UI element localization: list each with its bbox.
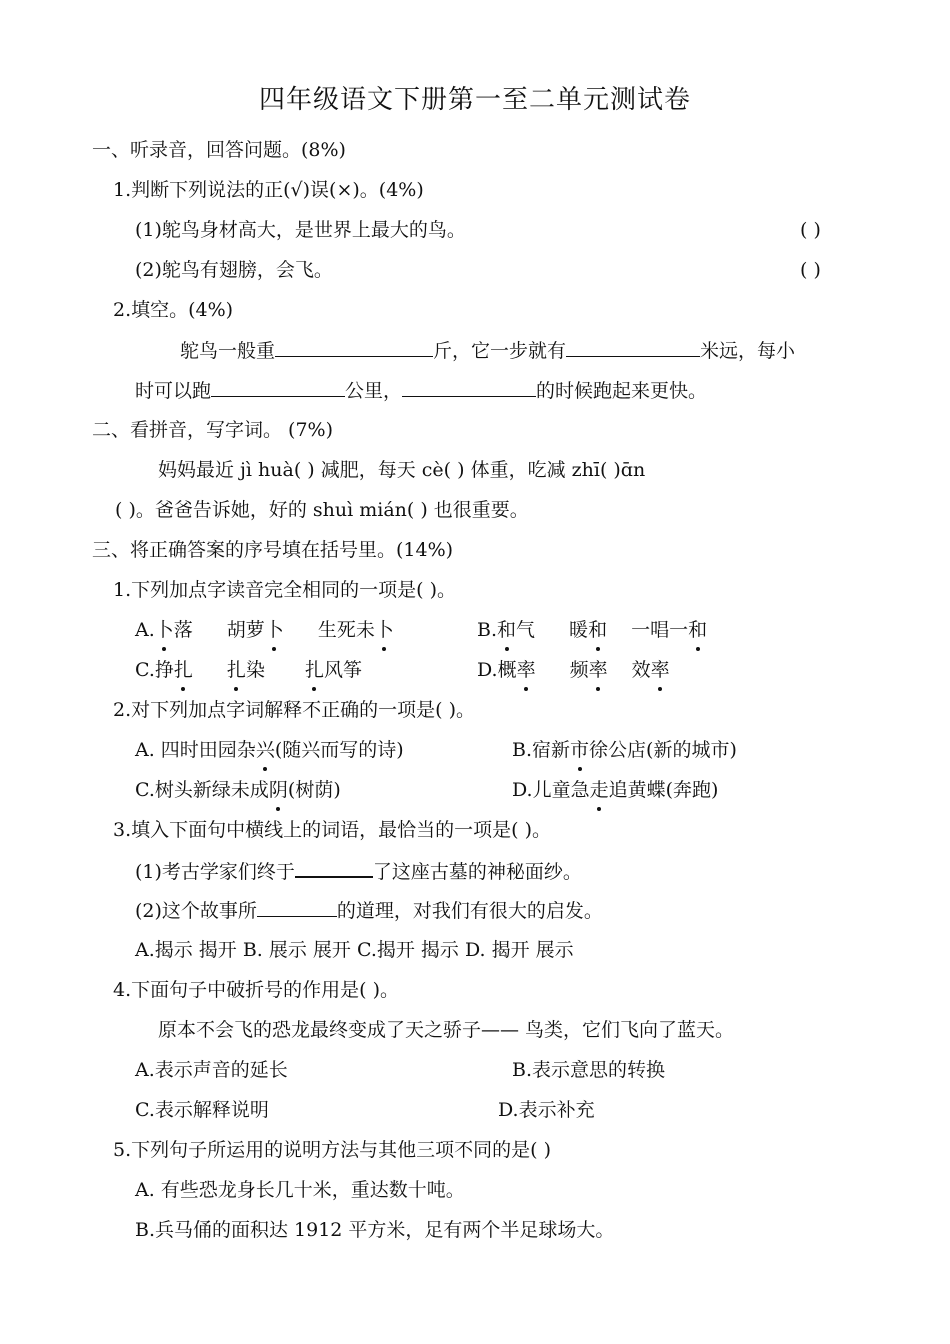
q3-sentence-2: [135, 898, 603, 923]
option-2-b: [512, 738, 737, 762]
option-text: D.儿童急: [512, 779, 590, 801]
option-text: C.树头新绿未成: [135, 779, 269, 801]
option-1-b: [477, 618, 707, 642]
dotted-char: 率: [588, 659, 608, 681]
fill-blank[interactable]: [295, 858, 373, 878]
page-title: 四年级语文下册第一至二单元测试卷: [258, 85, 691, 115]
option-2-a: [135, 738, 404, 762]
question-3-5: 5.下列句子所运用的说明方法与其他三项不同的是( ): [113, 1139, 551, 1161]
option-4-b: B.表示意思的转换: [512, 1059, 666, 1081]
option-text: B.宿新: [512, 739, 571, 761]
question-3-1: 1.下列加点字读音完全相同的一项是( )。: [113, 579, 456, 601]
option-4-a: A.表示声音的延长: [135, 1059, 288, 1081]
option-text: 胡萝: [226, 619, 265, 641]
fill-text: 的时候跑起来更快。: [536, 380, 708, 402]
dotted-char: 走: [589, 779, 609, 801]
answer-paren-2[interactable]: ( ): [800, 259, 821, 281]
dotted-char: 兴: [255, 739, 275, 761]
option-text: C.挣: [135, 659, 174, 681]
option-text: 徐公店(新的城市): [589, 739, 737, 761]
option-text: 一唱一: [631, 619, 689, 641]
sentence-text: 了这座古墓的神秘面纱。: [372, 861, 582, 883]
section-1-heading: 一、听录音，回答问题。(8%): [92, 139, 346, 161]
dotted-char: 市: [570, 739, 590, 761]
q4-sentence: 原本不会飞的恐龙最终变成了天之骄子—— 鸟类，它们飞向了蓝天。: [158, 1019, 735, 1041]
option-1-d: [477, 658, 670, 682]
dotted-char: 卜: [264, 619, 284, 641]
dotted-char: 和: [497, 619, 517, 641]
fill-line-1: [180, 338, 795, 363]
fill-blank[interactable]: [275, 338, 433, 357]
option-text: 效: [631, 659, 651, 681]
question-1-2: 2.填空。(4%): [113, 299, 234, 321]
dotted-char: 阴: [268, 779, 288, 801]
section-3-heading: 三、将正确答案的序号填在括号里。(14%): [92, 539, 454, 561]
sentence-text: (1)考古学家们终于: [135, 861, 295, 883]
judge-item-2: (2)鸵鸟有翅膀，会飞。: [135, 259, 333, 281]
fill-blank[interactable]: [257, 898, 337, 917]
section-2-heading: 二、看拼音，写字词。 (7%): [92, 419, 334, 441]
fill-text: 斤，它一步就有: [433, 340, 567, 362]
dotted-char: 卜: [374, 619, 394, 641]
question-3-4: 4.下面句子中破折号的作用是( )。: [113, 979, 399, 1001]
dotted-char: 和: [588, 619, 608, 641]
fill-line-2: [135, 378, 707, 403]
option-text: 频: [569, 659, 589, 681]
dotted-char: 率: [516, 659, 536, 681]
option-label: A.: [135, 619, 155, 641]
option-text: 追黄蝶(奔跑): [608, 779, 719, 801]
option-2-d: [512, 778, 718, 802]
fill-text: 鸵鸟一般重: [180, 340, 276, 362]
fill-blank[interactable]: [566, 338, 700, 357]
option-text: A. 四时田园杂: [135, 739, 256, 761]
option-text: 暖: [569, 619, 589, 641]
dotted-char: 卜: [154, 619, 174, 641]
option-text: 气: [516, 619, 536, 641]
option-4-d: D.表示补充: [498, 1099, 595, 1121]
option-text: (树荫): [287, 779, 341, 801]
option-text: 落: [173, 619, 193, 641]
q3-sentence-1: [135, 858, 582, 884]
question-1-1: 1.判断下列说法的正(√)误(×)。(4%): [113, 179, 424, 201]
question-3-2: 2.对下列加点字词解释不正确的一项是( )。: [113, 699, 475, 721]
judge-item-1: (1)鸵鸟身材高大，是世界上最大的鸟。: [135, 219, 466, 241]
option-text: 染: [245, 659, 265, 681]
answer-paren-1[interactable]: ( ): [800, 219, 821, 241]
fill-text: 米远，每小: [700, 340, 796, 362]
dotted-char: 扎: [173, 659, 193, 681]
pinyin-line-1: 妈妈最近 jì huà( ) 减肥，每天 cè( ) 体重，吃减 zhī( )ɑ̄n: [158, 459, 646, 481]
option-5-b: B.兵马俑的面积达 1912 平方米，足有两个半足球场大。: [135, 1219, 615, 1241]
option-text: D.概: [477, 659, 517, 681]
option-text: 风筝: [323, 659, 362, 681]
sentence-text: 的道理，对我们有很大的启发。: [336, 900, 603, 922]
option-text: 生死未: [317, 619, 375, 641]
dotted-char: 扎: [304, 659, 324, 681]
option-label: B.: [477, 619, 498, 641]
fill-blank[interactable]: [402, 378, 536, 397]
option-1-a: [135, 618, 394, 642]
pinyin-line-2: ( )。爸爸告诉她，好的 shuì mián( ) 也很重要。: [115, 499, 529, 521]
dotted-char: 率: [650, 659, 670, 681]
fill-blank[interactable]: [211, 378, 345, 397]
dotted-char: 扎: [226, 659, 246, 681]
fill-text: 时可以跑: [135, 380, 212, 402]
option-1-c: [135, 658, 362, 682]
option-text: (随兴而写的诗): [274, 739, 404, 761]
dotted-char: 和: [688, 619, 708, 641]
fill-text: 公里，: [345, 380, 403, 402]
option-2-c: [135, 778, 341, 802]
sentence-text: (2)这个故事所: [135, 900, 257, 922]
option-5-a: A. 有些恐龙身长几十米，重达数十吨。: [135, 1179, 465, 1201]
q3-options: A.揭示 揭开 B. 展示 展开 C.揭开 揭示 D. 揭开 展示: [135, 939, 574, 961]
option-4-c: C.表示解释说明: [135, 1099, 269, 1121]
question-3-3: 3.填入下面句中横线上的词语，最恰当的一项是( )。: [113, 819, 551, 841]
